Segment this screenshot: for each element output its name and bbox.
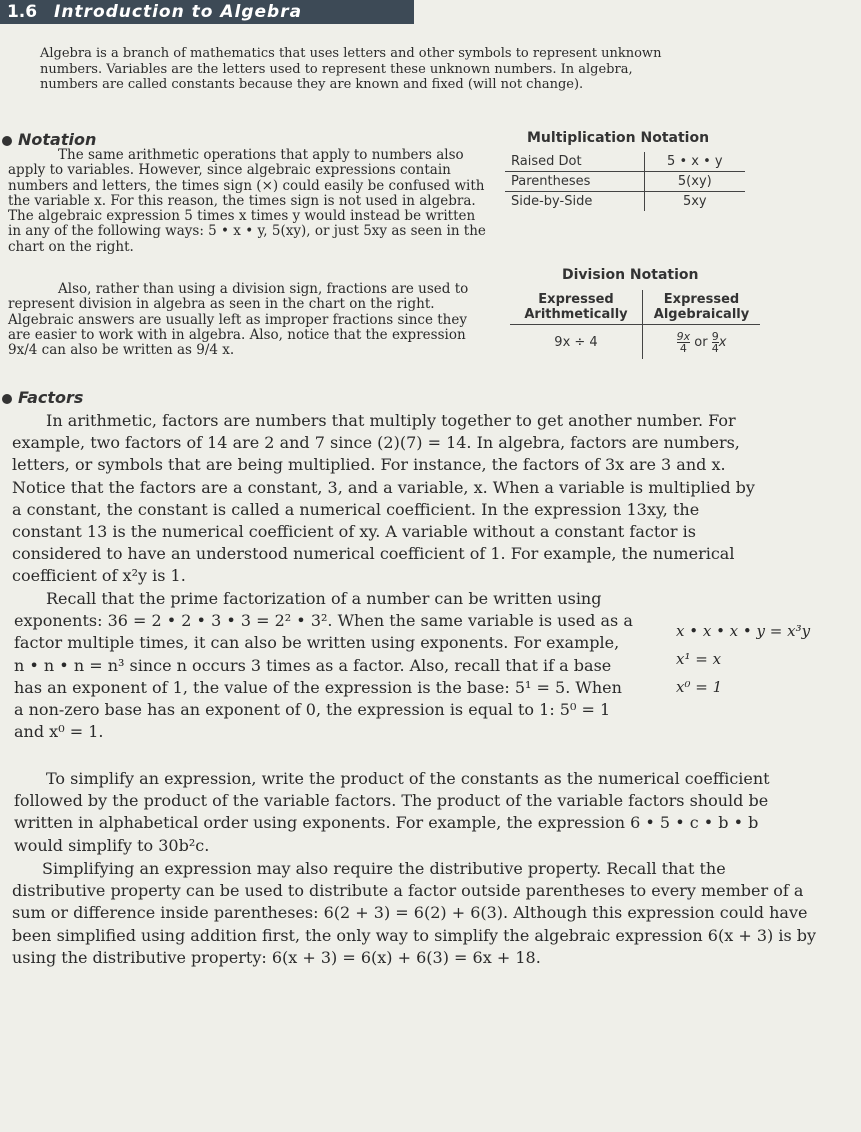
table-row	[505, 152, 745, 172]
example-exp-zero: x⁰ = 1	[676, 678, 723, 696]
table-header: Expressed Algebraically	[643, 290, 761, 325]
table-cell: 9x ÷ 4	[510, 325, 643, 360]
notation-paragraph-1: The same arithmetic operations that apply to numbers also apply to variables. However, since algebraic expressions contain numbers and letters, the times sign (×) could easily be confused with the variable x. For this reason, the times sign is not used in algebra. The algebraic expression 5 times x times y would instead be written in any of the following ways: 5 • x • y, 5(xy), or just 5xy as seen in the chart on the right.	[8, 147, 486, 255]
table-cell: 5 • x • y	[644, 152, 745, 172]
notation-heading: Notation	[2, 130, 96, 149]
factors-paragraph-4: Simplifying an expression may also require the distributive property. Recall that the distributive property can be used to distribute a factor outside parentheses to every member of a sum or difference inside parentheses: 6(2 + 3) = 6(2) + 6(3). Although this expression could have been simplified using addition first, the only way to simplify the algebraic expression 6(x + 3) is by using the distributive property: 6(x + 3) = 6(x) + 6(3) = 6x + 18.	[12, 859, 817, 967]
table-row	[505, 192, 745, 212]
table-header: Expressed Arithmetically	[510, 290, 643, 325]
table-cell: 5xy	[644, 192, 745, 212]
table-row	[510, 325, 760, 360]
section-title: Introduction to Algebra	[44, 0, 414, 24]
table-cell: Raised Dot	[505, 152, 644, 172]
section-number: 1.6	[0, 0, 44, 24]
table-cell: $\frac{9x}{4}$ or $\frac{9}{4}$ x	[643, 325, 761, 360]
factors-paragraph-3: To simplify an expression, write the product of the constants as the numerical coefficient followed by the product of the variable factors. The product of the variable factors should be written in alphabetical order using exponents. For example, the expression 6 • 5 • c • b • b would simplify to 30b²c.	[14, 769, 770, 855]
table-row	[505, 172, 745, 192]
table-cell: 5(xy)	[644, 172, 745, 192]
table-row	[510, 290, 760, 325]
factors-paragraph-2: Recall that the prime factorization of a number can be written using exponents: 36 = 2 • 2 • 3 • 3 = 2² • 3². When the same variable is used as a factor multiple times, it can also be written using exponents. For example, n • n • n = n³ since n occurs 3 times as a factor. Also, recall that if a base has an exponent of 1, the value of the expression is the base: 5¹ = 5. When a non-zero base has an exponent of 0, the expression is equal to 1: 5⁰ = 1 and x⁰ = 1.	[14, 589, 633, 742]
bullet-icon	[2, 394, 12, 404]
mult-notation-table	[505, 152, 745, 211]
fraction: $\frac{9x}{4}$	[676, 329, 691, 355]
or-label: or	[694, 334, 708, 350]
div-notation-table	[510, 290, 760, 359]
table-cell: Parentheses	[505, 172, 644, 192]
example-exp-one: x¹ = x	[676, 650, 722, 668]
factors-heading: Factors	[2, 388, 83, 407]
mult-table-title: Multiplication Notation	[527, 130, 710, 146]
factors-paragraph-1: In arithmetic, factors are numbers that multiply together to get another number. For example, two factors of 14 are 2 and 7 since (2)(7) = 14. In algebra, factors are numbers, letters, or symbols that are being multiplied. For instance, the factors of 3x are 3 and x. Notice that the factors are a constant, 3, and a variable, x. When a variable is multiplied by a constant, the constant is called a numerical coefficient. In the expression 13xy, the constant 13 is the numerical coefficient of xy. A variable without a constant factor is considered to have an understood numerical coefficient of 1. For example, the numerical coefficient of x²y is 1.	[12, 411, 755, 586]
div-table-title: Division Notation	[562, 267, 699, 283]
notation-paragraph-2: Also, rather than using a division sign, fractions are used to represent division in algebra as seen in the chart on the right. Algebraic answers are usually left as improper fractions since they are easier to work with in algebra. Also, notice that the expression 9x/4 can also be written as 9/4 x.	[8, 281, 469, 359]
bullet-icon	[2, 136, 12, 146]
page-header	[0, 0, 861, 26]
example-product: x • x • x • y = x³y	[676, 622, 811, 640]
table-cell: Side-by-Side	[505, 192, 644, 212]
fraction: $\frac{9}{4}$	[711, 329, 719, 355]
intro-paragraph: Algebra is a branch of mathematics that uses letters and other symbols to represent unknown numbers. Variables are the letters used to represent these unknown numbers. In algebra, numbers are called constants because they are known and fixed (will not change).	[40, 46, 662, 92]
